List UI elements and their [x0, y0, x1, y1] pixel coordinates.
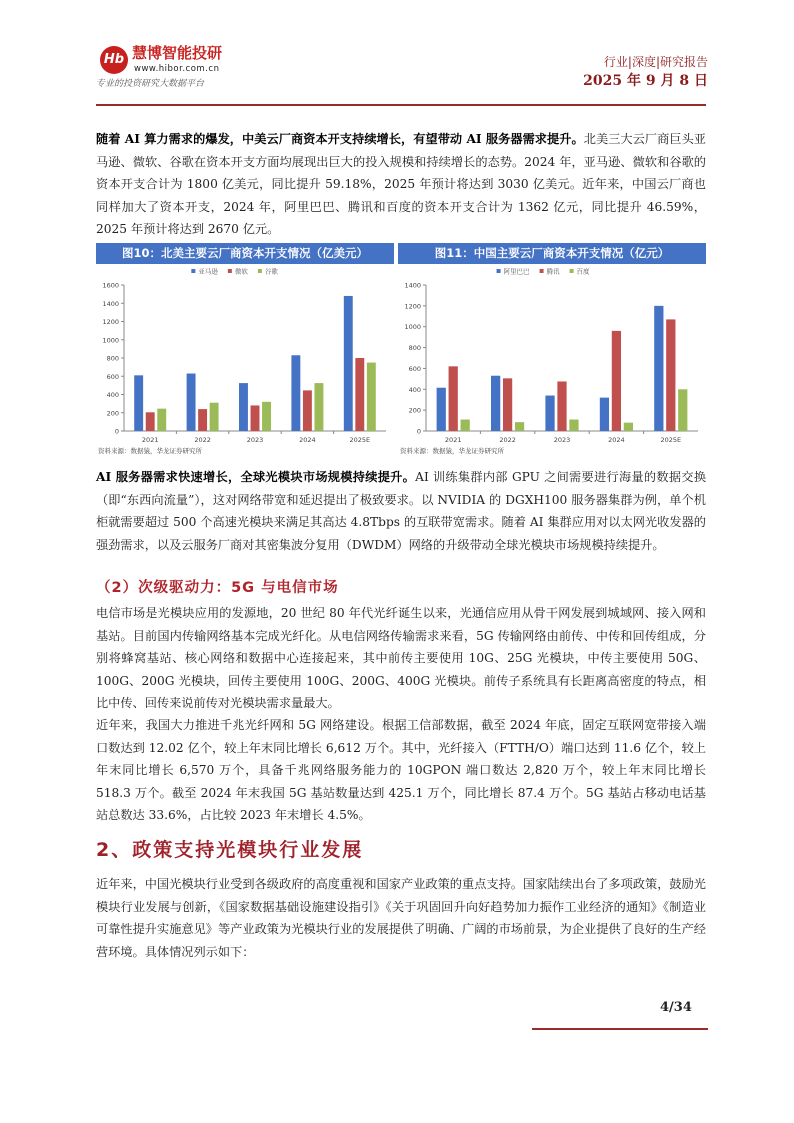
x-tick-label: 2025E: [660, 436, 682, 444]
logo-url: www.hibor.com.cn: [134, 64, 220, 74]
bar-亚马逊-2022: [187, 374, 196, 431]
x-tick-label: 2021: [444, 436, 462, 444]
paragraph-text: AI 训练集群内部 GPU 之间需要进行海量的数据交换（即“东西向流量”），这对网络带宽和延迟提出了极致要求。以 NVIDIA 的 DGXH100 服务器集群为例，单个机柜就需要超过 500 个高速光模块来满足其高达 4.8Tbps 的互联带宽需求。随着 AI 集群应用对以太网光收发器的强劲需求，以及云服务厂商对其密集波分复用（DWDM）网络的升级带动全球光模块市场规模持续提升。: [96, 470, 707, 552]
paragraph-text: 北美三大云厂商巨头亚马逊、微软、谷歌在资本开支方面均展现出巨大的投入规模和持续增长的态势。2024 年，亚马逊、微软和谷歌的资本开支合计为 1800 亿美元，同比提升 59.18%，2025 年预计将达到 3030 亿美元。近年来，中国云厂商也同样加大了资本开支，2024 年，阿里巴巴、腾讯和百度的资本开支合计为 1362 亿元，同比提升 46.59%，2025 年预计将达到 2670 亿元。: [96, 132, 706, 236]
paragraph-ai-server: [96, 466, 706, 556]
report-meta: [583, 54, 708, 90]
bar-亚马逊-2025E: [344, 296, 353, 431]
bar-谷歌-2024: [314, 383, 323, 431]
legend-swatch: [540, 269, 544, 273]
y-tick-label: 200: [106, 409, 119, 418]
bar-腾讯-2024: [612, 331, 621, 431]
legend-label: 谷歌: [264, 267, 278, 276]
legend-swatch: [570, 269, 574, 273]
logo-slogan: 专业的投资研究大数据平台: [96, 79, 205, 89]
y-tick-label: 1400: [404, 281, 421, 290]
y-tick-label: 1600: [102, 281, 119, 290]
report-type: 行业|深度|研究报告: [603, 55, 708, 69]
legend-label: 微软: [234, 267, 248, 276]
y-tick-label: 800: [106, 354, 119, 363]
chart-title: 图10：北美主要云厂商资本开支情况（亿美元）: [96, 243, 394, 264]
x-tick-label: 2022: [499, 436, 516, 444]
paragraph-cloud-capex: [96, 128, 706, 241]
y-tick-label: 1000: [102, 336, 119, 345]
header-divider: [96, 104, 706, 106]
figure-11: [398, 243, 706, 461]
x-tick-label: 2022: [194, 436, 211, 444]
section-heading-5g: （2）次级驱动力：5G 与电信市场: [96, 580, 339, 596]
bar-腾讯-2023: [557, 381, 566, 431]
legend-swatch: [258, 269, 262, 273]
chart-title: 图11：中国主要云厂商资本开支情况（亿元）: [398, 243, 706, 264]
y-tick-label: 600: [408, 364, 421, 373]
bar-谷歌-2021: [157, 409, 166, 431]
bar-阿里巴巴-2025E: [654, 306, 663, 431]
y-tick-label: 1200: [404, 302, 421, 311]
bar-亚马逊-2024: [291, 355, 300, 431]
y-tick-label: 0: [416, 427, 421, 436]
bar-微软-2023: [251, 405, 260, 431]
page-number: 4/34: [660, 1000, 692, 1015]
bar-腾讯-2025E: [666, 319, 675, 431]
y-tick-label: 400: [408, 385, 421, 394]
chart-10-plot: [96, 265, 394, 447]
bar-阿里巴巴-2023: [545, 396, 554, 431]
bar-微软-2025E: [355, 358, 364, 431]
legend-label: 腾讯: [546, 267, 560, 276]
chart-11-plot: [398, 265, 706, 447]
paragraph-telecom: 电信市场是光模块应用的发源地，20 世纪 80 年代光纤诞生以来，光通信应用从骨干网发展到城域网、接入网和基站。目前国内传输网络基本完成光纤化。从电信网络传输需求来看，5G 传输网络由前传、中传和回传组成，分别将蜂窝基站、核心网络和数据中心连接起来，其中前传主要使用 10G、25G 光模块，中传主要使用 50G、100G、200G 光模块，回传主要使用 100G、200G、400G 光模块。前传子系统具有长距离高密度的特点，相比中传、回传来说前传对光模块需求量最大。: [96, 606, 706, 710]
bar-微软-2024: [303, 390, 312, 431]
bar-微软-2021: [146, 412, 155, 431]
logo-badge-icon: Hb: [100, 46, 128, 74]
y-tick-label: 800: [408, 344, 421, 353]
bar-腾讯-2022: [503, 378, 512, 431]
y-tick-label: 1200: [102, 318, 119, 326]
paragraph-lead: 随着 AI 算力需求的爆发，中美云厂商资本开支持续增长，有望带动 AI 服务器需求提升。: [96, 132, 584, 146]
y-tick-label: 200: [408, 406, 421, 415]
y-tick-label: 400: [106, 391, 119, 399]
chart-source: 资料来源：数据猿，华龙证券研究所: [98, 447, 202, 455]
report-date: 2025 年 9 月 8 日: [583, 73, 708, 89]
legend-label: 阿里巴巴: [503, 267, 530, 276]
logo-name: 慧博智能投研: [132, 44, 223, 62]
paragraph-lead: AI 服务器需求快速增长，全球光模块市场规模持续提升。: [96, 470, 416, 484]
bar-百度-2023: [569, 420, 578, 431]
page-header: [96, 44, 708, 102]
legend-label: 百度: [576, 267, 590, 276]
figure-10: [96, 243, 394, 461]
hibor-logo: [96, 44, 296, 102]
y-tick-label: 600: [106, 372, 119, 381]
bar-百度-2025E: [678, 389, 687, 431]
bar-谷歌-2025E: [367, 363, 376, 431]
section-heading-policy: 2、政策支持光模块行业发展: [96, 839, 364, 861]
bar-百度-2024: [624, 423, 633, 431]
bar-阿里巴巴-2024: [600, 398, 609, 431]
x-tick-label: 2023: [246, 436, 264, 444]
bar-阿里巴巴-2022: [491, 376, 500, 431]
bar-微软-2022: [198, 409, 207, 431]
y-tick-label: 1000: [404, 323, 421, 332]
x-tick-label: 2025E: [349, 436, 371, 444]
legend-swatch: [228, 269, 232, 273]
x-tick-label: 2023: [553, 436, 571, 444]
bar-百度-2022: [515, 422, 524, 431]
footer-divider: [532, 1028, 708, 1030]
paragraph-5g-stats: 近年来，我国大力推进千兆光纤网和 5G 网络建设。根据工信部数据，截至 2024 年底，固定互联网宽带接入端口数达到 12.02 亿个，较上年末同比增长 6,612 万个。其中，光纤接入（FTTH/O）端口达到 11.6 亿个，较上年末同比增长 6,570 万个，具备千兆网络服务能力的 10GPON 端口数达 2,820 万个，较上年末同比增长 518.3 万个。截至 2024 年末我国 5G 基站数量达到 425.1 万个，同比增长 87.4 万个。5G 基站占移动电话基站总数达 33.6%，占比较 2023 年末增长 4.5%。: [96, 718, 706, 822]
legend-swatch: [497, 269, 501, 273]
bar-亚马逊-2021: [134, 375, 143, 431]
y-tick-label: 1400: [102, 299, 119, 308]
x-tick-label: 2021: [141, 436, 159, 444]
y-tick-label: 0: [114, 427, 119, 436]
chart-source: 资料来源：数据猿，华龙证券研究所: [400, 447, 504, 455]
bar-谷歌-2022: [210, 403, 219, 431]
bar-亚马逊-2023: [239, 383, 248, 431]
bar-阿里巴巴-2021: [437, 388, 446, 431]
legend-label: 亚马逊: [198, 267, 218, 276]
legend-swatch: [191, 269, 195, 273]
bar-百度-2021: [461, 420, 470, 431]
x-tick-label: 2024: [299, 436, 316, 444]
paragraph-policy: 近年来，中国光模块行业受到各级政府的高度重视和国家产业政策的重点支持。国家陆续出台了多项政策，鼓励光模块行业发展与创新，《国家数据基础设施建设指引》《关于巩固回升向好趋势加力振作工业经济的通知》《制造业可靠性提升实施意见》等产业政策为光模块行业的发展提供了明确、广阔的市场前景，为企业提供了良好的生产经营环境。具体情况列示如下：: [96, 877, 706, 959]
bar-腾讯-2021: [449, 366, 458, 431]
x-tick-label: 2024: [608, 436, 625, 444]
bar-谷歌-2023: [262, 402, 271, 431]
